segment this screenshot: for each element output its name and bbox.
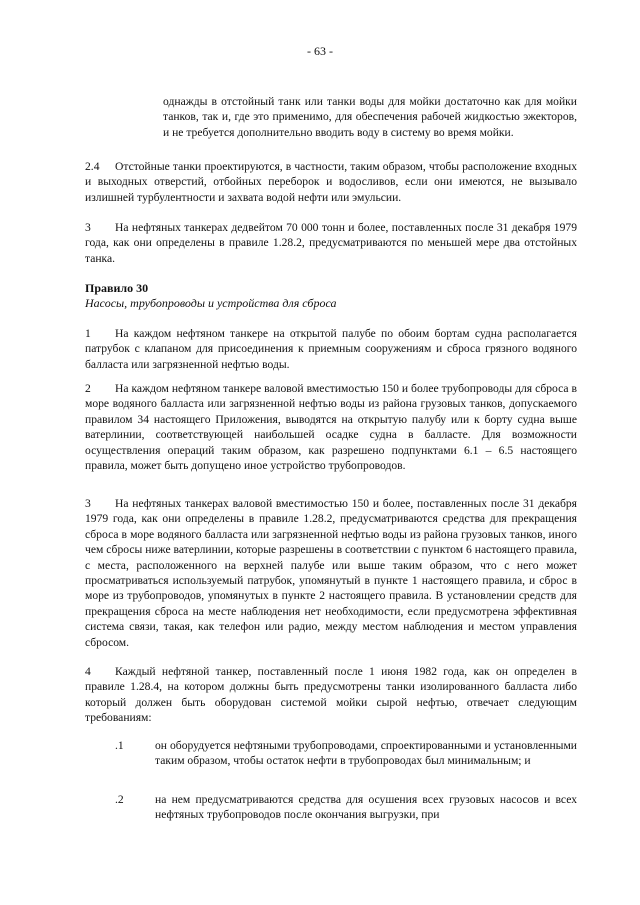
paragraph-text: На нефтяных танкерах валовой вместимостью 150 и более, поставленных после 31 декабря 1979 года, как они определены в правиле 1.28.2, предусматриваются средства для прекращения сброса в море водяного балласта или загрязненной нефтью воды из района грузовых танков, иного чем сбросы ниже ватерлинии, которые разрешены в соответствии с пунктом 6 настоящего правила, с места, расположенного на верхней палубе или выше таким образом, что с него может просматриваться используемый патрубок, упомянутый в пункте 1 настоящего правила, и сброс в море из трубопроводов, упомянутых в пункте 2 настоящего правила. В установлении средств для прекращения сброса на месте наблюдения нет необходимости, если предусмотрена эффективная система связи, такая, как телефон или радио, между местом наблюдения и местом управления сбросом. (85, 497, 577, 649)
subitem-number: .2 (115, 793, 124, 806)
continuation-paragraph: однажды в отстойный танк или танки воды для мойки достаточно как для мойки танков, так и, где это применимо, для обеспечения рабочей жидкостью эжекторов, и не требуется дополнительно вводить воду в систему во время мойки. (163, 95, 577, 139)
paragraph-text: Отстойные танки проектируются, в частности, таким образом, чтобы расположение входных и выходных отверстий, отбойных переборок и водосливов, если они имеются, не вызывало излишней турбулентности и захвата водой нефти или эмульсии. (85, 160, 577, 204)
paragraph-text: На каждом нефтяном танкере на открытой палубе по обоим бортам судна располагается патрубок с клапаном для присоединения к приемным сооружениям и сброса грязного водяного балласта или загрязненной нефтью воды. (85, 327, 577, 371)
paragraph-number: 3 (85, 221, 91, 234)
paragraph-3-previous-rule (85, 220, 577, 266)
paragraph-number: 4 (85, 665, 91, 678)
rule-30-paragraph-4 (85, 664, 577, 726)
paragraph-text: На нефтяных танкерах дедвейтом 70 000 тонн и более, поставленных после 31 декабря 1979 года, как они определены в правиле 1.28.2, предусматриваются по меньшей мере два отстойных танка. (85, 221, 577, 265)
rule-30-paragraph-1 (85, 326, 577, 372)
rule-30-paragraph-3 (85, 496, 577, 650)
paragraph-2-4 (85, 159, 577, 205)
paragraph-text: Каждый нефтяной танкер, поставленный после 1 июня 1982 года, как он определен в правиле 1.28.4, на котором должны быть предусмотрены танки изолированного балласта либо который должен быть оборудован системой мойки сырой нефтью, отвечает следующим требованиям: (85, 665, 577, 725)
paragraph-text: На каждом нефтяном танкере валовой вместимостью 150 и более трубопроводы для сброса в море водяного балласта или загрязненной нефтью воды из района грузовых танков, допускаемого правилом 34 настоящего Приложения, выводятся на открытую палубу или к борту судна выше ватерлинии, соответствующей наибольшей осадке судна в балласте. Для возможности осуществления операций таким образом, как разрешено подпунктами 6.1 – 6.5 настоящего правила, может быть допущено иное устройство трубопроводов. (85, 382, 577, 473)
subitem-text: он оборудуется нефтяными трубопроводами, спроектированными и установленными таким образом, чтобы остаток нефти в трубопроводах был минимальным; и (155, 739, 577, 768)
subitem-text: на нем предусматриваются средства для осушения всех грузовых насосов и всех нефтяных трубопроводов после окончания выгрузки, при (155, 793, 577, 822)
paragraph-number: 3 (85, 497, 91, 510)
subitem-number: .1 (115, 739, 124, 752)
paragraph-number: 2 (85, 382, 91, 395)
rule-30-paragraph-2 (85, 381, 577, 473)
page-number: - 63 - (307, 44, 333, 58)
paragraph-number: 2.4 (85, 160, 100, 173)
rule-subtitle: Насосы, трубопроводы и устройства для сброса (85, 296, 337, 310)
paragraph-number: 1 (85, 327, 91, 340)
rule-title: Правило 30 (85, 281, 149, 295)
